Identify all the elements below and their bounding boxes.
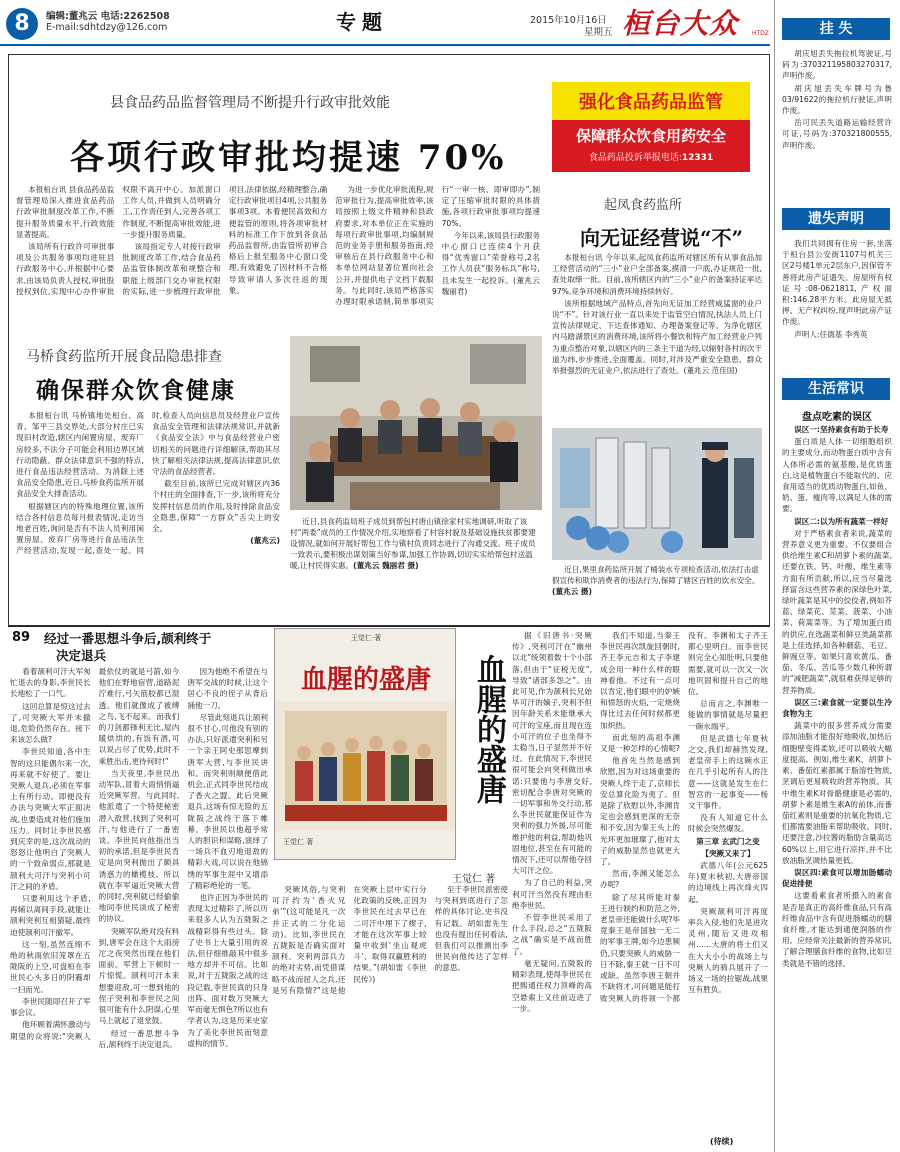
qifeng-para: 该所根据地域产品特点,首先向无证加工经营威猛窗的业户说“不”。针对该行业一直以来处于监管空白情况,执法人员上门宣传法律规定、下达查体通知、办理备案登记等。为净化辖区内马踏湖景区的消费环境,该所将小餐饮和特产加工经营业户列为重点整治对象,以辖区内的三条主干道为经,以辐射各村的次干道为纬,步步推进,全面覆盖。同时,对涉及严重安全隐患、群众举报强烈的无证业户,依法进行了查处。(董兆云 范佳国) (552, 298, 762, 376)
water-inspection-illustration (552, 428, 762, 560)
serial-para: 这回总算是惊这过去了,可突厥大军并未撤退,危险仍然存在。接下来该怎么做? (10, 701, 91, 745)
meeting-caption-text: 近日,县食药监局班子成员到帮包村唐山镇徐家村实地调研,听取了该村“两委”成员的工作情况介绍,实地察看了村容村貌及基础设施扶贫都要建设情况,就如何开展好帮包工作与镇村负责同志进行了沟通交流。班子成员一致表示,要积极出谋划策当好参谋,加强工作协调,切切实实给帮包村送温暖,让村民得实惠。 (290, 517, 536, 570)
life-title: 生活常识 (782, 378, 890, 400)
maqiao-body (16, 410, 280, 618)
serial-para: 突厥军队绝对没有料到,唐军会在这个大雨滂沱之夜突然出现在他们面前。军营上下顿时一片惊慌。颉利可汗本来想要迎敌,可一想到他的侄子突利和李世民之间很可能有什么阴谋,心里马上就起了退堂鼓。 (98, 926, 180, 1026)
book-cover-author: 王觉仁 著 (283, 838, 314, 846)
notice-items (782, 238, 892, 358)
ad-hotline-label: 食品药品投诉举报电话: (588, 153, 682, 163)
life-items (782, 424, 892, 1144)
notice-item: 我们共同拥有住房一套,坐落于桓台县公安街1107号机关三区2号楼1单元2层东户,因保管不善将此房产证遗失。房屋所有权证号:08-0621811,产权面积:146.28平方米。此房屋无抵押、无产权纠纷,现声明此房产证作废。 (782, 239, 892, 327)
weekday: 星期五 (584, 27, 613, 38)
date-line: 2015年10月16日 (530, 15, 607, 26)
water-inspection-photo (552, 428, 762, 560)
email-line: E-mail:sdhtdzy@126.com (46, 22, 168, 33)
qifeng-headline: 向无证经营说“不” (580, 226, 744, 250)
life-item: 蛋白质是人体一切细胞组织的主要成分,而动物蛋白质中含有人体所必需的氨基酸,是优质蛋白,这是植物蛋白不能取代的。应食用适当的优质动物蛋白,如鱼、奶、蛋、瘦肉等,以满足人体的需要。 (782, 437, 892, 514)
brand-tag: HTDZ (752, 30, 769, 37)
notice-title: 遗失声明 (782, 208, 890, 230)
meeting-caption (290, 516, 542, 616)
lead-para: 该局指定专人对接行政审批制度改革工作,结合食品药品监管体制改革和规整合和职能上级部门交办审批权限的实际,进一步梳理行政审批项目,法律依据,经精理整合,确定行政审批项目4项,公共服务事项3项。本着便民高效和方便监管的原则,将各项审批材料的标准工作下放到各食品药品监督所,由监管所初审合格后上报至服务中心窗口受理,有效避免了因材料不合格导致审请人多次往返的现象。 (122, 185, 328, 296)
ad-hotline-row (552, 150, 750, 163)
life-item: 这要看素食者所摄入的素食是否是真正的高纤维食品,只有高纤维食品中含有促进肠蠕动的膳食纤维,才能达到通便润肠的作用。应经常关注最新的营养常识,了解合理膳食纤维的食物,比如豆类就是不错的选择。 (782, 891, 892, 968)
serial-para: 也许正因为李世民的表现太过精彩了,所以历来很多人认为五陇阪之战精彩得有些过头。除了史书上大量引用的说法,但仔细推敲其中很多地方却并不可信。比如说,对于五陇阪之战的这段记载,李世民真的只身出阵、面对数万突厥大军而毫无惧色?所以也有学者认为,这是历来史家为了美化李世民而刻意虚构的情节。 (187, 893, 268, 1048)
life-subheading: 误区三:素食就一定要以生冷食物为主 (782, 697, 892, 719)
serial-para: 这一刻,虽然连绵不绝的秋雨依旧笼罩在五陇阪的上空,可盘桓在李世民心头多日的阴霾却一扫而光。 (10, 939, 91, 994)
lost-title: 挂 失 (782, 18, 890, 40)
serial-para: 他环顾着满怀激动与期望的众将说:“突厥人最依仗的就是弓箭,如今他们在野地宿营,道路泥泞难行,弓矢筋胶都已湿透。他们就像成了被缚之鸟,飞不起来。而我们的刀剑都锋利无比,屋内暖烘烘的,有饭有酒,可以说占尽了优势,此时不乘胜出击,更待何时!” (10, 667, 180, 1041)
serial-para: 武德八年(公元625年)夏末秋初,大唐帝国的边境线上再次烽火四起。 (688, 861, 768, 904)
meeting-photo (290, 336, 542, 510)
maqiao-para: 截至目前,该所已完成对辖区内36个村庄的全面排查,下一步,该所将充分发挥村信息员的作用,及时排除食品安全隐患,保障“一方群众”舌尖上的安全。 (152, 479, 280, 534)
serial-body-far-right (512, 630, 768, 1136)
serial-chapter-title-line1: 经过一番思想斗争后,颉利终于 (44, 631, 212, 646)
sidebar-divider (774, 0, 775, 1152)
serial-para: 然而,李渊又能怎么办呢? (600, 869, 680, 890)
serial-vertical-title: 血腥的盛唐 (471, 654, 506, 804)
serial-body-left (10, 666, 268, 1150)
life-subheading: 误区四:素食可以增加肠蠕动促进排便 (782, 867, 892, 889)
ad-banner (552, 82, 750, 172)
serial-para: 毫无疑问,五陇阪的精彩表现,使得李世民在把熙通往权力顶峰的高空悬索上又往前迈进了一步。 (512, 958, 592, 1013)
lead-para: 该局所有行政许可审批事项及公共服务事项均进驻县行政服务中心,并根据中心要求,由该局负责人授权,审批股授权到位,实现中心办件审批权限不离开中心。加派窗口工作人员,并做到人员明确分工,工作责任到人,完善各项工作制度,不断提高审批效能,进一步提升服务质量。 (16, 185, 221, 296)
serial-para: 除了尽其所能对秦王进行制约和防范之外,老皇帝还能做什么呢?毕竟秦王是帝国独一无二的军事王牌,如今边患频仍,只要突厥人的威胁一日不除,秦王就一日不可或缺。虽然李唐王朝并不缺将才,可问题是能打败突厥人的将领一个都没有。李渊和太子齐王都心里明白。而李世民则完全心知肚明,只要他需要,就可以一次又一次地巩固和提升自己的地位。 (600, 631, 768, 1003)
serial-para: 他首先当然是感到欣慰,因为对这场重要的突厥人终于走了,京师长安总算化险为夷了。但是除了欣慰以外,李渊肯定也会感到更深的无奈和不安,因为秦王头上的光环更加璀璨了,他对太子的威胁显然也就更大了。 (600, 756, 680, 867)
life-item: 蔬菜中的很多营养成分需要添加油脂才能很好地吸收,加热后细胞壁变得柔软,还可以吸收大幅度提高。例如,维生素K、胡萝卜素、番茄红素都属于脂溶性物质,烹调后更易吸收的营养物质。其中维生素K对骨骼健康是必需的,胡萝卜素是维生素A的前体,而番茄红素则是重要的抗氧化物质,它们都需要油脂来帮助吸收。同时,还要注意,沙拉酱的脂肪含量高达60%以上,用它进行凉拌,并不比放油脂烹调热量更低。 (782, 721, 892, 865)
serial-chapter-title-line2: 决定退兵 (56, 648, 107, 663)
editor-line: 编辑:董兆云 电话:2262508 (46, 11, 170, 22)
book-cover-illustration (275, 701, 456, 831)
notice-signer: 声明人:任德基 李秀英 (794, 329, 868, 339)
life-heading: 盘点吃素的误区 (802, 412, 872, 423)
ad-hotline-number: 12331 (681, 153, 714, 163)
maqiao-kicker: 马桥食药监所开展食品隐患排查 (26, 349, 222, 365)
ad-line2-box (552, 120, 750, 172)
lead-para: 本报桓台讯 县食品药品监督管理局深入推进食品药品行政审批制度改革工作,不断提升服务质量水平,行政效能显著提高。 (16, 185, 115, 239)
serial-chapter-number: 89 (12, 630, 31, 645)
page-header (0, 0, 770, 52)
lead-headline: 各项行政审批均提速 70% (70, 138, 507, 178)
qifeng-body (552, 252, 762, 422)
book-cover-top: 王觉仁·著 (350, 634, 382, 642)
serial-para: 因为他绝不希望在与唐军交战的时候,让这个居心不良的侄子从背后捅他一刀。 (187, 667, 268, 710)
serial-para: 不管李世民采用了什么手段,总之“五陇阪之战”确实是不战而胜了。 (512, 913, 592, 956)
meeting-caption-credit: (董兆云 魏丽君 摄) (353, 561, 419, 570)
serial-para: 而此刻的高祖李渊又是一种怎样的心情呢? (600, 732, 680, 754)
serial-para: 看着颉利可汗大军匆忙退去的身影,李世民长长地松了一口气。 (10, 667, 91, 699)
lead-para: 今年以来,该局县行政服务中心窗口已连续4个月获得“优秀窗口”荣誉称号,2名工作人员获“服务标兵”称号,且未发生一起投诉。(董兆云 魏丽君) (441, 230, 540, 296)
book-cover-title: 血腥的盛唐 (300, 665, 431, 695)
qifeng-caption-credit: (董兆云 摄) (552, 587, 592, 596)
life-subheading: 误区二:以为所有蔬菜一样好 (794, 516, 889, 526)
ad-line1: 强化食品药品监管 (579, 92, 723, 113)
header-rule (0, 44, 770, 46)
maqiao-para: 本报桓台讯 马桥镇地处桓台、高青、邹平三县交界处,大部分村庄已实现旧村改造,辖区内闲置房屋、废弃厂房较多,不法分子可能会利用边界区域行动隐蔽、群众法律意识不强的特点,进行食品违法经营活动。为消除上述食品安全隐患,近日,马桥食药监所开展食品安全大排查活动。 (16, 411, 144, 499)
section-title: 专题 (336, 10, 388, 34)
serial-para: 经过一番思想斗争后,颉利终于决定退兵。 (98, 1028, 180, 1049)
page-number-badge: 8 (6, 8, 38, 40)
qifeng-kicker: 起凤食药监所 (604, 198, 683, 213)
serial-para: 只要利用这个矛盾,再辅以离间手段,就能让颉利突利互相猜疑,最终迫使颉利可汗撤军。 (10, 894, 91, 937)
lost-items (782, 48, 892, 168)
serial-para: 突厥颉利可汗再度率兵入侵,他们先是进攻灵州,随后又进攻相州……大唐的将士们又在大大小小的战场上与突厥人的骑兵展开了一场又一场的拉锯战,战果互有胜负。 (688, 906, 768, 995)
maqiao-credit: (董兆云) (250, 536, 280, 546)
life-subheading: 误区一:坚持素食有助于长寿 (794, 425, 889, 434)
life-item: 对于严格素食者来说,蔬菜的营养意义更为重要。不仅要组合供给维生素C和胡萝卜素的蔬菜,还要在铁、钙、叶酸、维生素等方面有所贡献,所以,应当尽量选择富含这些营养素的深绿色叶菜,绿叶蔬菜是其中的佼佼者,例如芥蓝、绿菜花、苋菜、菠菜、小油菜、荷蒿菜等。为了增加蛋白质的供应,在选蔬菜和鲜豆类蔬菜都是上佳选择,如各种蘑菇、毛豆、鲜豌豆等。如果只喜欢黄瓜、番茄、冬瓜、苦瓜等少数几种所谓的“减肥蔬菜”,就很难获得足够的营养物质。 (782, 528, 892, 695)
serial-to-be-continued: (待续) (710, 1137, 734, 1146)
ad-line2: 保障群众饮食用药安全 (575, 127, 726, 145)
lead-body (16, 184, 540, 330)
serial-para: 我们不知道,当秦王李世民再次凯旋回朝时,齐王李元吉和太子李建成会用一种什么样的眼神看他。不过有一点可以肯定,他们眼中的妒嫉和愤怒的火焰,一定烧烧得比过去任何时候都更加炽热。 (600, 631, 680, 730)
serial-author: 王觉仁 著 (452, 874, 496, 885)
qifeng-caption (552, 564, 762, 624)
serial-top-rule (8, 626, 770, 627)
lost-item: 胡庆旭丢失拖拉机驾驶证,号码为:370321195803270317,声明作废。 (782, 49, 892, 81)
serial-para: 当天夜里,李世民出动军队,冒着大雨悄悄逼近突厥军营。与此同时,他派遣了一个特使秘密潜入敌营,找到了突利可汗,与他进行了一番密谈。李世民向他指出当初的承诺,但是李世民肯定是向突利抛出了颇具诱惑力的橄榄枝。所以就在李军逼近突厥大营的同时,突利就已经偷偷地同李世民谈成了秘密的协议。 (98, 768, 180, 924)
serial-chapter-title (44, 630, 264, 664)
serial-para: 但是武德七年夏秋之交,我们却赫然发现,老皇帝手上的这碗水正在几乎引起所有人的注意——这就是发生在仁智宫的一起事变——杨文干事件。 (688, 733, 768, 811)
serial-para: 李世民随即召开了军事会议。 (10, 996, 91, 1018)
maqiao-para: 根据辖区内的特殊地理位置,该所结合各村信息员每月报表情况,走访当地老百姓,询问是否有不法人员利用闲置房屋、废弃厂房等进行食品违法生产经营活动,发现一起,查处一起。同时,检查人员向信息员及经营业户宣传食品安全管理和法律法规常识,并就新《食品安全法》中与食品经营业户密切相关的问题进行详细解读,帮助其尽快了解相关法律法规,提高法律意识,依守法的食品经营者。 (16, 411, 280, 556)
lost-item: 胡庆旭丢失车牌号为鲁03/91622的拖拉机行驶证,声明作废。 (782, 83, 892, 116)
lead-kicker: 县食品药品监督管理局不断提升行政审批效能 (110, 95, 390, 111)
serial-para: 总而言之,李渊唯一能做的事情就是尽量把一碗水端平。 (688, 699, 768, 731)
serial-para: 为了自己的利益,突利可汗当然没有理由拒绝李世民。 (512, 878, 592, 910)
serial-para: 至于李世民派密使与突利到底进行了怎样的具体讨论,史书没有记载。胡如雷先生也没有提出任何看法,但我们可以推测出李世民向他传达了怎样的意思。 (434, 885, 508, 973)
maqiao-headline: 确保群众饮食健康 (36, 377, 236, 404)
lost-item: 岳可民丢失道路运输经营许可证,号码为:370321800555,声明作废。 (782, 118, 892, 150)
serial-section-heading: 【突厥又来了】 (701, 848, 755, 858)
meeting-illustration (290, 336, 542, 510)
lead-para: 为进一步优化审批流程,规范审批行为,提高审批效率,该局按照上级文件精神和县政府要求,对本单位正在实施的每项行政审批事项,均编制规范的业务手册和服务指南,经审核后在县行政服务中心和本单位网站显著位置向社会公开,并提供电子文档下载服务。与此同时,该局严格落实办理时限承诺制,简单事项实行“一审一核、即审即办”,制定了压缩审批时限的具体措施,各项行政审批事项均提速70%。 (335, 185, 540, 307)
serial-para: 没有人知道它什么时候会突然爆发。 (688, 813, 768, 834)
serial-para: 尽管此刻退兵让颉利很不甘心,可他没有别的办法,只好派遣突利和另一个亲王阿史那思摩到唐军大营,与李世民讲和。而突利则顺便借此机会,正式同李世民结成了香火之盟。此后突厥退兵,这场有惊无险的五陇阪之战终于落下帷幕。李世民以他超乎常人的胆识和谋略,演绎了一场兵不血刃地退敌的精彩大戏,可以说在他锦绣的军事生涯中又增添了精彩绝伦的一笔。 (187, 712, 268, 890)
serial-para: 突厥风俗,与突利可汗约为‘香火兄弟’”(这可能是凡一次并正式的二分化运动)。比如,李世民在五陇阪是否确实面对颉利、突利两部兵力的绝对劣势,而凭借谋略不战而屈人之兵,还是另有隐情?“这是他在突厥上层中实行分化政策的反映,正因为李世民在过去早已在二可汗中埋下了楔子,才能在这次军事上较量中收到‘坐山观虎斗’、取得双赢胜利的结果。”(胡如雷《李世民传》) (272, 885, 427, 995)
serial-body-right (272, 884, 508, 1150)
book-cover (274, 628, 456, 860)
brand-logo: 桓台大众 (622, 7, 739, 40)
serial-para: 据《旧唐书·突厥传》,突利可汗在“幽州以北”统领着数十个小部落,但由于“征税无度”,导致“诸部多怨之”。由此可见,作为颉利长兄始毕可汗的嫡子,突利不但因年龄关系未能继承大可汗的宝座,而且现在连小可汗的位子也坐得不太稳当,日子显然并不好过。在此情况下,李世民很可能会向突利做出承诺:只要他与李唐交好,密切配合李唐对突厥的一切军事和外交行动,那么李世民就能保证作为突利的强力外援,尽可能维护他的利益,帮助他巩固地位,甚至在有可能的情况下,还可以帮他夺回大可汗之位。 (512, 631, 592, 876)
serial-para: 李世民知道,各中生智的这只能偶尔来一次,再来就不好使了。要让突厥人退兵,必须在军事上有所行动。即便没有办法与突厥大军正面决战,也要造成对他们施加压力。同时让李世民感到庆幸的是,这次战动的怒怒让他明白了突厥人的一个致命弱点,那就是颉利大可汗与突利小可汗之间的矛盾。 (10, 747, 91, 891)
serial-chapter-heading: 第三章 玄武门之变 (696, 836, 760, 846)
qifeng-para: 本报桓台讯 今年以来,起凤食药监所对辖区所有从事食品加工经营活动的“三小”业户全部备案,摸清一户底,办证规范一批,查处取缔一批。目前,该所辖区内的“三小”业户的备案持证率达97%,竞争环境和消费环境持续转好。 (552, 253, 762, 296)
qifeng-caption-text: 近日,果里食药监所开展了桶装水专项检查活动,依法打击虚假宣传和欺诈消费者的违法行为,保障了辖区百姓的饮水安全。 (552, 565, 760, 585)
